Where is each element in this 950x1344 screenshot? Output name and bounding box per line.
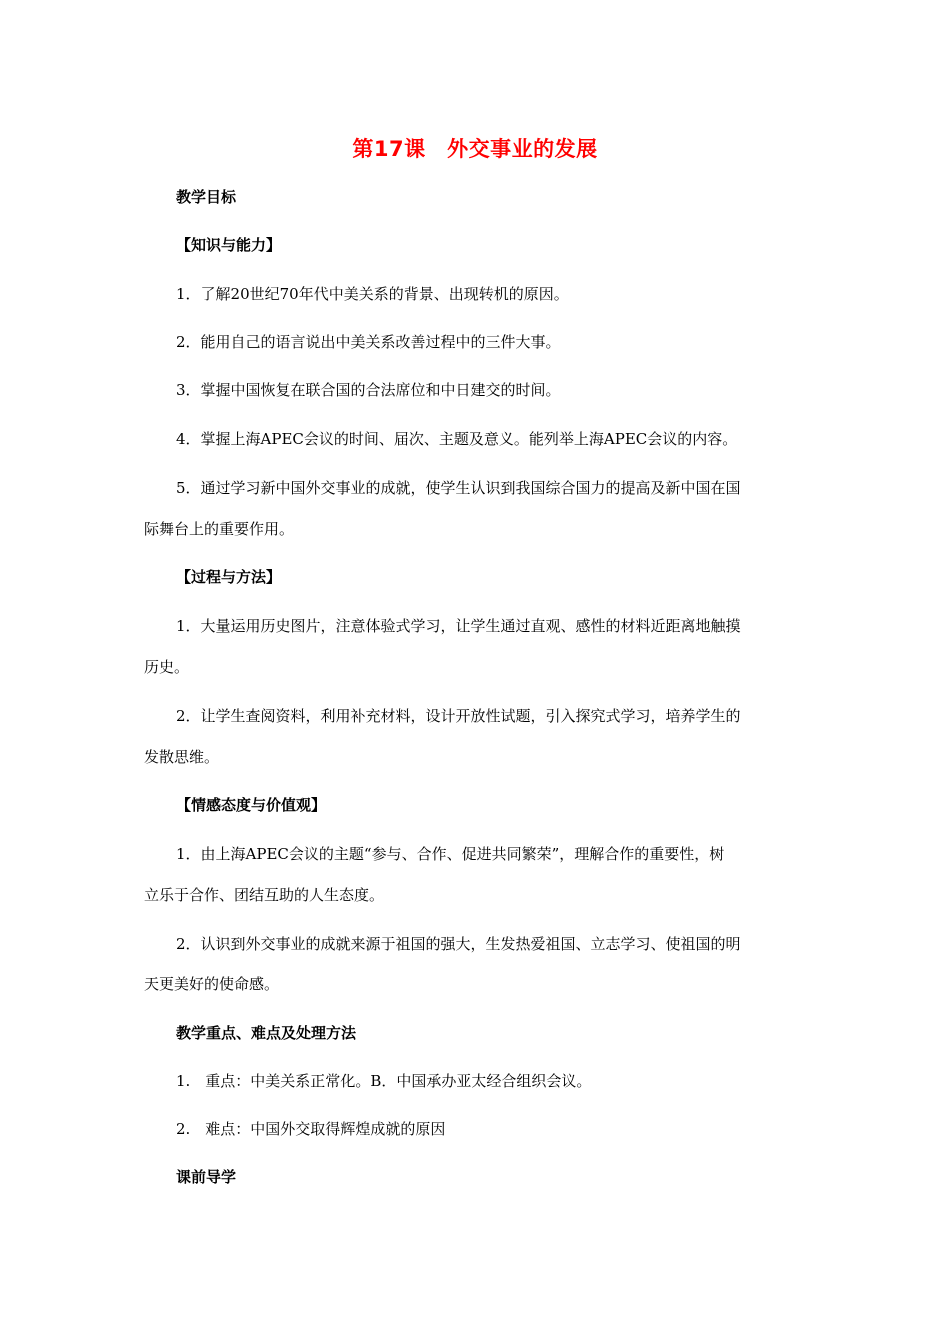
knowledge-item-2: 2．能用自己的语言说出中美关系改善过程中的三件大事。 <box>176 333 561 351</box>
process-item-1-cont: 历史。 <box>144 658 190 676</box>
emotion-item-2: 2．认识到外交事业的成就来源于祖国的强大，生发热爱祖国、立志学习、使祖国的明 <box>176 935 741 953</box>
preview-heading: 课前导学 <box>176 1168 237 1186</box>
process-item-1: 1．大量运用历史图片，注意体验式学习，让学生通过直观、感性的材料近距离地触摸 <box>176 617 741 635</box>
knowledge-item-5: 5．通过学习新中国外交事业的成就，使学生认识到我国综合国力的提高及新中国在国 <box>176 479 741 497</box>
key-point-1: 1. 重点：中美关系正常化。B．中国承办亚太经合组织会议。 <box>176 1072 592 1090</box>
emotion-item-1: 1．由上海APEC会议的主题“参与、合作、促进共同繁荣”，理解合作的重要性，树 <box>176 845 725 863</box>
knowledge-heading: 【知识与能力】 <box>176 236 282 254</box>
process-item-2-cont: 发散思维。 <box>144 748 220 766</box>
knowledge-item-4: 4．掌握上海APEC会议的时间、届次、主题及意义。能列举上海APEC会议的内容。 <box>176 430 738 448</box>
key-points-heading: 教学重点、难点及处理方法 <box>176 1024 357 1042</box>
lesson-title: 第17课 外交事业的发展 <box>352 137 598 161</box>
knowledge-item-1: 1．了解20世纪70年代中美关系的背景、出现转机的原因。 <box>176 285 569 303</box>
knowledge-item-5-cont: 际舞台上的重要作用。 <box>144 520 295 538</box>
emotion-item-1-cont: 立乐于合作、团结互助的人生态度。 <box>144 886 385 904</box>
emotion-heading: 【情感态度与价值观】 <box>176 796 327 814</box>
knowledge-item-3: 3．掌握中国恢复在联合国的合法席位和中日建交的时间。 <box>176 381 561 399</box>
objectives-heading: 教学目标 <box>176 188 237 206</box>
key-point-2: 2. 难点：中国外交取得辉煌成就的原因 <box>176 1120 446 1138</box>
emotion-item-2-cont: 天更美好的使命感。 <box>144 975 280 993</box>
process-heading: 【过程与方法】 <box>176 568 282 586</box>
process-item-2: 2．让学生查阅资料，利用补充材料，设计开放性试题，引入探究式学习，培养学生的 <box>176 707 741 725</box>
